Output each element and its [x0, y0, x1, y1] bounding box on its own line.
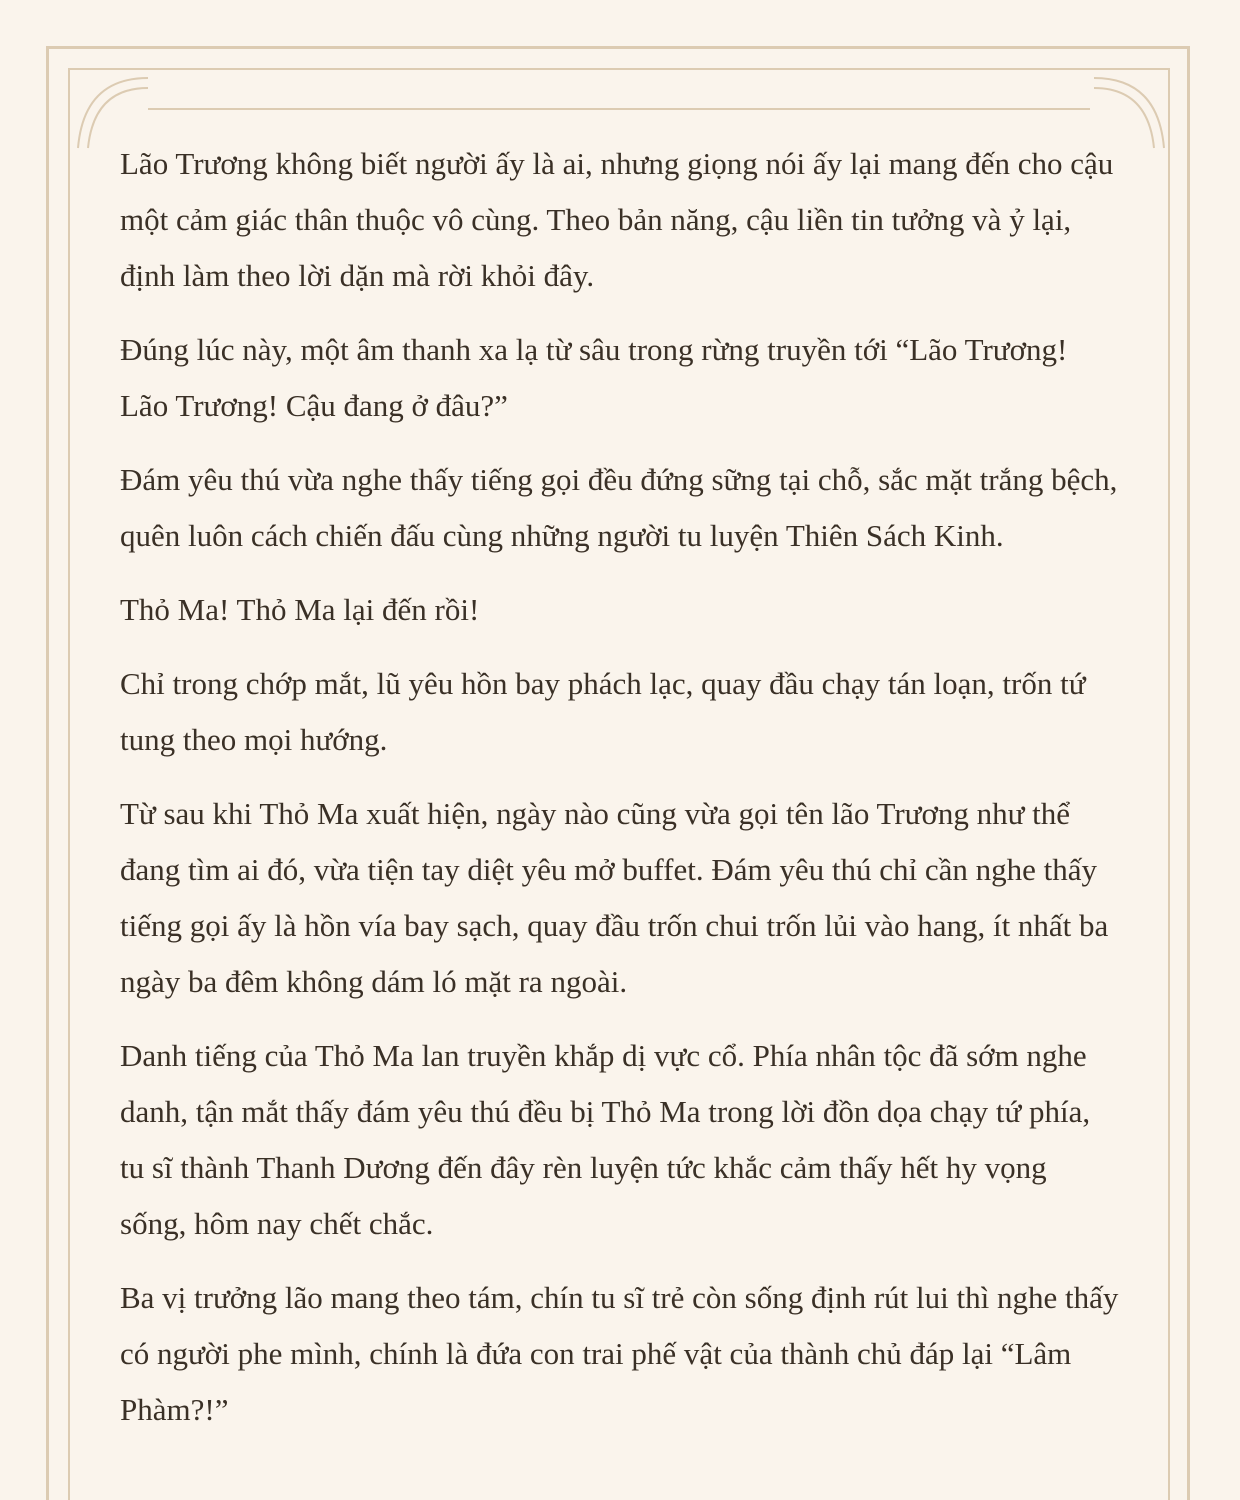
paragraph-5: Chỉ trong chớp mắt, lũ yêu hồn bay phách lạc, quay đầu chạy tán loạn, trốn tứ tung theo mọi hướng. — [120, 666, 1086, 757]
paragraph-1: Lão Trương không biết người ấy là ai, nhưng giọng nói ấy lại mang đến cho cậu một cảm giác thân thuộc vô cùng. Theo bản năng, cậu liền tin tưởng và ỷ lại, định làm theo lời dặn mà rời khỏi đây. — [120, 146, 1114, 293]
paragraph-4: Thỏ Ma! Thỏ Ma lại đến rồi! — [120, 592, 480, 627]
paragraph-3: Đám yêu thú vừa nghe thấy tiếng gọi đều đứng sững tại chỗ, sắc mặt trắng bệch, quên luôn cách chiến đấu cùng những người tu luyện Thiên Sách Kinh. — [120, 462, 1118, 553]
paragraph-8: Ba vị trưởng lão mang theo tám, chín tu sĩ trẻ còn sống định rút lui thì nghe thấy có người phe mình, chính là đứa con trai phế vật của thành chủ đáp lại “Lâm Phàm?!” — [120, 1280, 1119, 1427]
story-text — [120, 136, 1120, 1456]
paragraph-7: Danh tiếng của Thỏ Ma lan truyền khắp dị vực cổ. Phía nhân tộc đã sớm nghe danh, tận mắt thấy đám yêu thú đều bị Thỏ Ma trong lời đồn dọa chạy tứ phía, tu sĩ thành Thanh Dương đến đây rèn luyện tức khắc cảm thấy hết hy vọng sống, hôm nay chết chắc. — [120, 1038, 1091, 1241]
top-divider — [148, 108, 1090, 110]
paragraph-2: Đúng lúc này, một âm thanh xa lạ từ sâu trong rừng truyền tới “Lão Trương! Lão Trương! Cậu đang ở đâu?” — [120, 332, 1068, 423]
paragraph-6: Từ sau khi Thỏ Ma xuất hiện, ngày nào cũng vừa gọi tên lão Trương như thể đang tìm ai đó, vừa tiện tay diệt yêu mở buffet. Đám yêu thú chỉ cần nghe thấy tiếng gọi ấy là hồn vía bay sạch, quay đầu trốn chui trốn lủi vào hang, ít nhất ba ngày ba đêm không dám ló mặt ra ngoài. — [120, 796, 1109, 999]
